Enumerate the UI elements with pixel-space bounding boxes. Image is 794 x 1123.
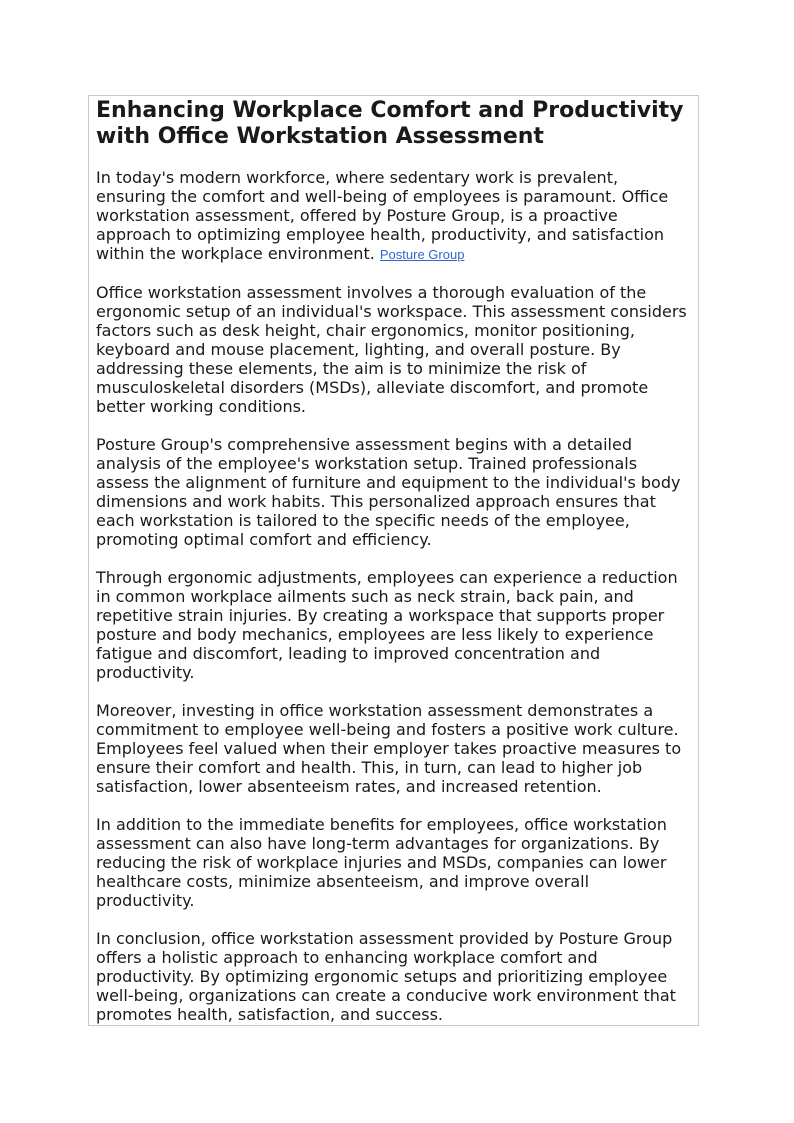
intro-paragraph [96,168,692,264]
body-paragraph-6: In conclusion, office workstation assessment provided by Posture Group offers a holistic approach to enhancing workplace comfort and productivity. By optimizing ergonomic setups and prioritizing employee well-being, organizations can create a conducive work environment that promotes health, satisfaction, and success. [96,929,676,1024]
article-card [88,95,699,1026]
body-paragraph-3: Through ergonomic adjustments, employees can experience a reduction in common workplace ailments such as neck strain, back pain, and repetitive strain injuries. By creating a workspace that supports proper posture and body mechanics, employees are less likely to experience fatigue and discomfort, leading to improved concentration and productivity. [96,568,678,682]
body-paragraph-5: In addition to the immediate benefits for employees, office workstation assessment can also have long-term advantages for organizations. By reducing the risk of workplace injuries and MSDs, companies can lower healthcare costs, minimize absenteeism, and improve overall productivity. [96,815,667,910]
page-title: Enhancing Workplace Comfort and Productivity with Office Workstation Assessment [96,98,684,149]
intro-paragraph-text: In today's modern workforce, where sedentary work is prevalent, ensuring the comfort and well-being of employees is paramount. Office workstation assessment, offered by Posture Group, is a proactive approach to optimizing employee health, productivity, and satisfaction within the workplace environment. [96,168,669,263]
body-paragraph-4: Moreover, investing in office workstation assessment demonstrates a commitment to employee well-being and fosters a positive work culture. Employees feel valued when their employer takes proactive measures to ensure their comfort and health. This, in turn, can lead to higher job satisfaction, lower absenteeism rates, and increased retention. [96,701,682,796]
posture-group-link[interactable]: Posture Group [379,247,465,262]
body-paragraph-1: Office workstation assessment involves a thorough evaluation of the ergonomic setup of an individual's workspace. This assessment considers factors such as desk height, chair ergonomics, monitor positioning, keyboard and mouse placement, lighting, and overall posture. By addressing these elements, the aim is to minimize the risk of musculoskeletal disorders (MSDs), alleviate discomfort, and promote better working conditions. [96,283,687,416]
body-paragraph-2: Posture Group's comprehensive assessment begins with a detailed analysis of the employee's workstation setup. Trained professionals assess the alignment of furniture and equipment to the individual's body dimensions and work habits. This personalized approach ensures that each workstation is tailored to the specific needs of the employee, promoting optimal comfort and efficiency. [96,435,681,549]
